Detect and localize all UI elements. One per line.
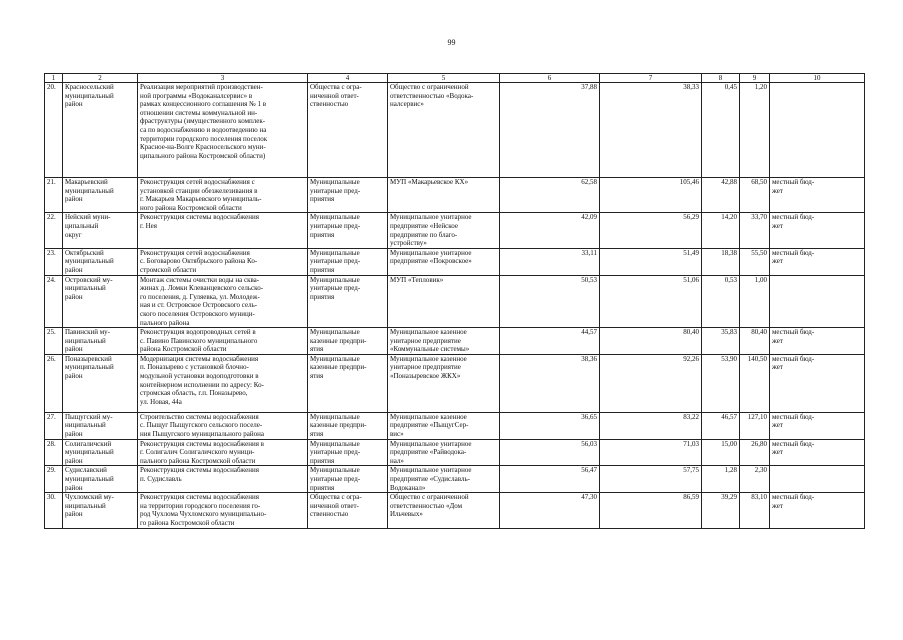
cell-line: жет [772,501,783,510]
value-cell-c7: 83,22 [600,412,702,439]
cell-line: п. Судиславль [140,475,182,484]
cell-line: приятия [310,292,335,301]
value-cell-c8: 15,00 [702,439,740,466]
cell-line: муниципальный [65,475,114,484]
cell-line: Муниципальное унитарное [390,466,472,475]
municipality-cell [63,83,138,178]
org-type-cell [308,328,388,355]
cell-line: ниципальный [65,284,106,293]
cell-line: муниципальный [65,363,114,372]
column-number: 8 [702,74,740,83]
cell-line: Реконструкция системы водоснабжения [140,493,259,502]
funding-source-cell [770,275,865,328]
cell-line: местный бюд- [772,248,815,257]
column-number-row [45,74,865,83]
value-cell-c8: 0,45 [702,83,740,178]
table-row [45,328,865,355]
table-row [45,248,865,275]
cell-line: приятия [310,265,335,274]
municipality-cell [63,439,138,466]
table-row [45,83,865,178]
cell-line: территории городского поселения поселок [140,134,268,143]
cell-line: отношении системы коммунальной ин- [140,108,258,117]
cell-line: местный бюд- [772,328,815,337]
cell-line: контейнерном исполнении по адресу: Ко- [140,380,264,389]
table-row [45,493,865,528]
column-number: 10 [770,74,865,83]
cell-line: предприятие «Судиславль- [390,475,470,484]
cell-line: муниципальный [65,91,114,100]
cell-line: Ильчевых» [390,510,423,519]
org-name-cell [388,466,500,493]
row-number-cell: 20. [45,83,63,178]
row-number-cell: 30. [45,493,63,528]
cell-line: стромской области [140,265,197,274]
cell-line: предприятие «ПыщугСер- [390,421,469,430]
value-cell-c9: 83,10 [740,493,770,528]
funding-source-cell [770,493,865,528]
value-cell-c8: 53,90 [702,354,740,412]
funding-source-cell [770,412,865,439]
cell-line: ного района Костромской области [140,203,242,212]
cell-line: муниципальный [65,257,114,266]
cell-line: Общества с огра- [310,493,362,502]
table-row [45,466,865,493]
value-cell-c7: 105,46 [600,178,702,213]
cell-line: жет [772,336,783,345]
org-name-cell [388,354,500,412]
column-number: 3 [138,74,308,83]
cell-line: район [65,292,83,301]
cell-line: Муниципальные [310,328,360,337]
municipality-cell [63,328,138,355]
municipality-cell [63,412,138,439]
measure-cell [138,354,308,412]
cell-line: жет [772,448,783,457]
cell-line: Общество с ограниченной [390,83,469,91]
cell-line: Муниципальные [310,354,360,363]
cell-line: Реконструкция системы водоснабжения [140,213,259,222]
municipality-cell [63,466,138,493]
column-number: 4 [308,74,388,83]
cell-line: унитарное предприятие [390,363,461,372]
cell-line: Реконструкция сетей водоснабжения с [140,178,255,186]
cell-line: Монтаж системы очистки воды на сква- [140,275,260,284]
cell-line: Модернизация системы водоснабжения [140,354,259,363]
cell-line: «Коммунальные системы» [390,345,470,354]
cell-line: Муниципальные [310,275,360,284]
cell-line: района Костромской области [140,345,227,354]
cell-line: Муниципальные [310,213,360,222]
cell-line: ственностью [310,100,349,109]
org-name-cell [388,178,500,213]
cell-line: ниципальный [65,421,106,430]
value-cell-c8: 0,53 [702,275,740,328]
value-cell-c8: 14,20 [702,213,740,248]
value-cell-c6: 56,47 [500,466,600,493]
cell-line: Реконструкция водопроводных сетей в [140,328,256,337]
cell-line: ятия [310,345,324,354]
cell-line: г. Солигалич Солигаличского муници- [140,448,255,457]
cell-line: приятия [310,230,335,239]
cell-line: пального района [140,318,190,327]
cell-line: Павинский му- [65,328,110,337]
org-type-cell [308,275,388,328]
org-name-cell [388,328,500,355]
cell-line: Островский му- [65,275,113,284]
cell-line: с. Павино Павинского муниципального [140,336,258,345]
value-cell-c9: 140,50 [740,354,770,412]
value-cell-c7: 86,59 [600,493,702,528]
cell-line: «Поназыревское ЖКХ» [390,372,461,381]
municipality-cell [63,354,138,412]
value-cell-c7: 38,33 [600,83,702,178]
column-number: 7 [600,74,702,83]
row-number-cell: 23. [45,248,63,275]
cell-line: Муниципальные [310,439,360,448]
value-cell-c8: 42,88 [702,178,740,213]
value-cell-c6: 62,58 [500,178,600,213]
cell-line: Реконструкция сетей водоснабжения [140,248,250,257]
cell-line: Муниципальные [310,248,360,257]
cell-line: Муниципальное унитарное [390,439,472,448]
cell-line: с. Боговарово Октябрьского района Ко- [140,257,258,266]
value-cell-c6: 42,09 [500,213,600,248]
cell-line: Муниципальное казенное [390,328,467,337]
cell-line: ципальный [65,221,99,230]
value-cell-c7: 92,26 [600,354,702,412]
cell-line: стромская область, г.п. Поназырево, [140,389,248,398]
cell-line: ответственностью «Водока- [390,91,474,100]
cell-line: Красносельский [65,83,114,91]
measure-cell [138,328,308,355]
org-type-cell [308,248,388,275]
cell-line: г. Нея [140,221,157,230]
value-cell-c6: 38,36 [500,354,600,412]
table-row [45,178,865,213]
value-cell-c7: 56,29 [600,213,702,248]
cell-line: МУП «Макарьевское КХ» [390,178,469,186]
cell-line: Муниципальное казенное [390,354,467,363]
org-type-cell [308,213,388,248]
cell-line: приятия [310,456,335,465]
cell-line: муниципальный [65,448,114,457]
cell-line: Солигаличский [65,439,112,448]
value-cell-c9: 68,50 [740,178,770,213]
cell-line: жет [772,221,783,230]
cell-line: унитарные пред- [310,221,361,230]
cell-line: нал» [390,456,404,465]
value-cell-c9: 2,30 [740,466,770,493]
cell-line: ной программы «Водоканалсервис» в [140,91,253,100]
value-cell-c6: 44,57 [500,328,600,355]
cell-line: модульной установки водоподготовки в [140,372,259,381]
cell-line: Поназыревский [65,354,112,363]
measure-cell [138,83,308,178]
cell-line: ная и ст. Островское Островского сель- [140,301,258,310]
org-type-cell [308,354,388,412]
cell-line: унитарные пред- [310,475,361,484]
cell-line: установкой станции обезжелезивания в [140,186,258,195]
cell-line: с. Пыщуг Пыщугского сельского поселе- [140,421,263,430]
value-cell-c6: 56,03 [500,439,600,466]
row-number-cell: 21. [45,178,63,213]
cell-line: п. Поназырево с установкой блочно- [140,363,249,372]
cell-line: са по водоснабжению и водоотведению на [140,125,267,134]
cell-line: вис» [390,430,404,439]
value-cell-c8: 1,28 [702,466,740,493]
cell-line: местный бюд- [772,354,815,363]
row-number-cell: 27. [45,412,63,439]
cell-line: унитарные пред- [310,257,361,266]
cell-line: унитарные пред- [310,284,361,293]
cell-line: Муниципальное унитарное [390,248,472,257]
cell-line: район [65,265,83,274]
value-cell-c8: 39,29 [702,493,740,528]
value-cell-c9: 55,50 [740,248,770,275]
column-number: 6 [500,74,600,83]
org-name-cell [388,213,500,248]
org-type-cell [308,178,388,213]
cell-line: Муниципальные [310,178,360,186]
value-cell-c7: 71,03 [600,439,702,466]
cell-line: ципального района Костромской области) [140,151,266,160]
value-cell-c8: 46,57 [702,412,740,439]
cell-line: Муниципальное казенное [390,412,467,421]
cell-line: Реализация мероприятий производствен- [140,83,263,91]
value-cell-c6: 50,53 [500,275,600,328]
cell-line: казенные предпри- [310,421,367,430]
cell-line: жет [772,186,783,195]
municipality-cell [63,213,138,248]
cell-line: Нейский муни- [65,213,111,222]
value-cell-c7: 51,49 [600,248,702,275]
cell-line: Чухломский му- [65,493,114,502]
value-cell-c9: 26,80 [740,439,770,466]
cell-line: го поселения, д. Гуляевка, ул. Молодеж- [140,292,260,301]
cell-line: Пыщугский му- [65,412,113,421]
municipality-cell [63,275,138,328]
value-cell-c7: 51,06 [600,275,702,328]
value-cell-c6: 47,30 [500,493,600,528]
table-row [45,412,865,439]
municipality-cell [63,248,138,275]
cell-line: ниципальный [65,501,106,510]
value-cell-c7: 80,40 [600,328,702,355]
cell-line: рамках концессионного соглашения № 1 в [140,100,267,109]
value-cell-c6: 37,88 [500,83,600,178]
cell-line: Строительство системы водоснабжения [140,412,259,421]
cell-line: жет [772,257,783,266]
cell-line: округ [65,230,82,239]
cell-line: местный бюд- [772,213,815,222]
org-type-cell [308,439,388,466]
cell-line: Октябрьский [65,248,104,257]
cell-line: жет [772,421,783,430]
cell-line: унитарные пред- [310,448,361,457]
cell-line: ского поселения Островского муници- [140,309,255,318]
measure-cell [138,493,308,528]
org-name-cell [388,493,500,528]
funding-source-cell [770,178,865,213]
measure-cell [138,466,308,493]
cell-line: ниченной ответ- [310,91,359,100]
cell-line: жет [772,363,783,372]
org-type-cell [308,83,388,178]
funding-source-cell [770,466,865,493]
cell-line: предприятие «Райводока- [390,448,467,457]
page-number: 99 [447,38,456,47]
cell-line: ул. Новая, 44а [140,397,182,406]
cell-line: ответственностью «Дом [390,501,463,510]
value-cell-c8: 35,83 [702,328,740,355]
measure-cell [138,275,308,328]
cell-line: на территории городского поселения го- [140,501,261,510]
org-type-cell [308,493,388,528]
org-type-cell [308,466,388,493]
cell-line: местный бюд- [772,439,815,448]
cell-line: район [65,430,83,439]
municipality-cell [63,178,138,213]
data-table [44,73,865,529]
table-row [45,275,865,328]
measure-cell [138,178,308,213]
cell-line: ятия [310,430,324,439]
cell-line: Муниципальные [310,412,360,421]
value-cell-c9: 33,70 [740,213,770,248]
column-number: 2 [63,74,138,83]
cell-line: приятия [310,483,335,492]
org-name-cell [388,248,500,275]
cell-line: Муниципальные [310,466,360,475]
table-row [45,354,865,412]
org-name-cell [388,412,500,439]
measure-cell [138,213,308,248]
cell-line: местный бюд- [772,178,815,186]
table-row [45,213,865,248]
cell-line: Реконструкция системы водоснабжения в [140,439,264,448]
funding-source-cell [770,248,865,275]
column-number: 1 [45,74,63,83]
value-cell-c9: 127,10 [740,412,770,439]
funding-source-cell [770,439,865,466]
cell-line: район [65,100,83,109]
cell-line: ниченной ответ- [310,501,359,510]
funding-source-cell [770,354,865,412]
measure-cell [138,439,308,466]
cell-line: местный бюд- [772,412,815,421]
row-number-cell: 24. [45,275,63,328]
column-number: 5 [388,74,500,83]
org-name-cell [388,439,500,466]
cell-line: район [65,345,83,354]
row-number-cell: 28. [45,439,63,466]
cell-line: Общества с огра- [310,83,362,91]
cell-line: ниципальный [65,336,106,345]
cell-line: МУП «Тепловик» [390,275,444,284]
column-number: 9 [740,74,770,83]
cell-line: пального района Костромской области [140,456,256,465]
cell-line: район [65,483,83,492]
value-cell-c9: 1,00 [740,275,770,328]
row-number-cell: 22. [45,213,63,248]
cell-line: предприятие «Нейское [390,221,458,230]
cell-line: Макарьевский [65,178,108,186]
cell-line: род Чухлома Чухломского муниципально- [140,510,267,519]
cell-line: муниципальный [65,186,114,195]
cell-line: предприятие «Покровское» [390,257,472,266]
cell-line: местный бюд- [772,493,815,502]
measure-cell [138,248,308,275]
cell-line: казенные предпри- [310,363,367,372]
cell-line: район [65,372,83,381]
cell-line: район [65,195,83,204]
row-number-cell: 29. [45,466,63,493]
cell-line: Муниципальное унитарное [390,213,472,222]
cell-line: Красное-на-Волге Красносельского муни- [140,143,266,152]
cell-line: унитарное предприятие [390,336,461,345]
row-number-cell: 25. [45,328,63,355]
value-cell-c7: 57,75 [600,466,702,493]
org-name-cell [388,275,500,328]
cell-line: Реконструкция системы водоснабжения [140,466,259,475]
funding-source-cell [770,83,865,178]
org-name-cell [388,83,500,178]
cell-line: г. Макарьев Макарьевского муниципаль- [140,195,262,204]
value-cell-c8: 18,38 [702,248,740,275]
cell-line: район [65,510,83,519]
value-cell-c6: 33,11 [500,248,600,275]
table-row [45,439,865,466]
cell-line: унитарные пред- [310,186,361,195]
cell-line: казенные предпри- [310,336,367,345]
cell-line: го района Костромской области [140,519,235,527]
funding-source-cell [770,213,865,248]
value-cell-c9: 80,40 [740,328,770,355]
cell-line: ятия [310,372,324,381]
cell-line: приятия [310,195,335,204]
cell-line: район [65,456,83,465]
value-cell-c6: 36,65 [500,412,600,439]
cell-line: Общество с ограниченной [390,493,469,502]
value-cell-c9: 1,20 [740,83,770,178]
funding-source-cell [770,328,865,355]
cell-line: фраструктуры (имущественного комплек- [140,117,266,126]
cell-line: ния Пыщугского муниципального района [140,430,264,439]
cell-line: ственностью [310,510,349,519]
measure-cell [138,412,308,439]
cell-line: налсервис» [390,100,424,109]
cell-line: предприятие по благо- [390,230,458,239]
row-number-cell: 26. [45,354,63,412]
cell-line: устройству» [390,239,427,248]
municipality-cell [63,493,138,528]
cell-line: жинах д. Ломки Клеванцевского сельско- [140,284,264,293]
org-type-cell [308,412,388,439]
cell-line: Водоканал» [390,483,426,492]
cell-line: Судиславский [65,466,107,475]
